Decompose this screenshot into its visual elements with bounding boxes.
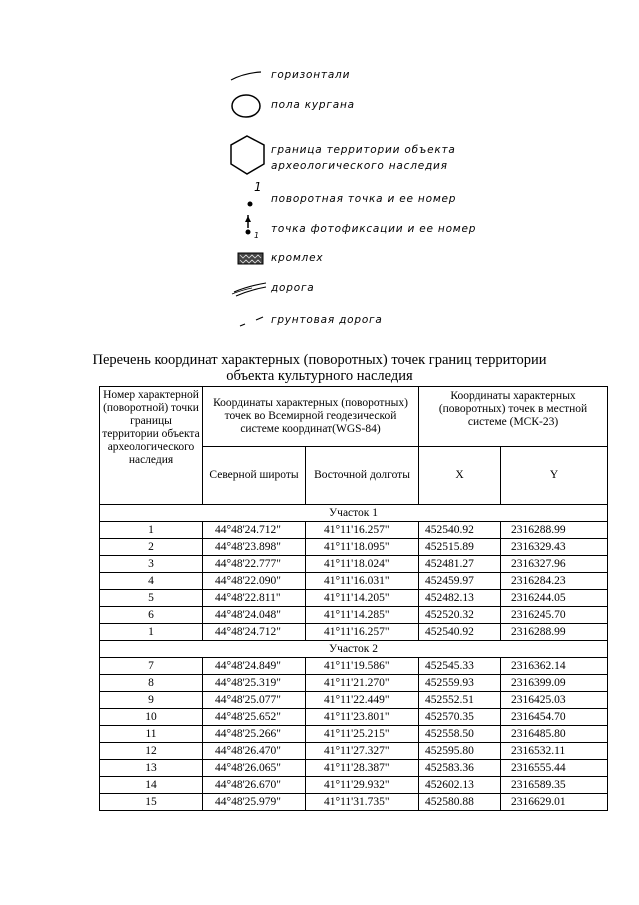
dirt-road-dashes-icon bbox=[228, 312, 268, 330]
table-row bbox=[100, 590, 608, 607]
table-row bbox=[100, 607, 608, 624]
photo-point-marker: 1 bbox=[254, 231, 260, 240]
y-cell: 2316532.11 bbox=[501, 743, 608, 760]
y-cell: 2316329.43 bbox=[501, 539, 608, 556]
section-row bbox=[100, 505, 608, 522]
x-cell: 452583.36 bbox=[419, 760, 501, 777]
point-number-cell: 4 bbox=[100, 573, 203, 590]
hexagon-boundary-icon bbox=[228, 134, 270, 178]
table-row bbox=[100, 624, 608, 641]
longitude-cell: 41°11'18.024" bbox=[306, 556, 419, 573]
section-row bbox=[100, 641, 608, 658]
longitude-cell: 41°11'23.801" bbox=[306, 709, 419, 726]
point-number-cell: 15 bbox=[100, 794, 203, 811]
longitude-cell: 41°11'25.215" bbox=[306, 726, 419, 743]
longitude-cell: 41°11'22.449" bbox=[306, 692, 419, 709]
table-row bbox=[100, 709, 608, 726]
point-number-cell: 14 bbox=[100, 777, 203, 794]
header-north-latitude: Северной широты bbox=[203, 447, 306, 505]
x-cell: 452602.13 bbox=[419, 777, 501, 794]
legend-label-mound: пола кургана bbox=[271, 99, 355, 111]
x-cell: 452459.97 bbox=[419, 573, 501, 590]
table-row bbox=[100, 539, 608, 556]
table-row bbox=[100, 522, 608, 539]
table-row bbox=[100, 794, 608, 811]
title-line-1: Перечень координат характерных (поворотных) точек границ территории bbox=[92, 352, 547, 368]
header-msk23: Координаты характерных (поворотных) точек в местной системе (МСК-23) bbox=[419, 387, 608, 447]
y-cell: 2316362.14 bbox=[501, 658, 608, 675]
longitude-cell: 41°11'14.205" bbox=[306, 590, 419, 607]
cromlech-hatch-icon bbox=[228, 252, 264, 266]
title-line-2: объекта культурного наследия bbox=[226, 368, 413, 384]
longitude-cell: 41°11'16.031" bbox=[306, 573, 419, 590]
y-cell: 2316399.09 bbox=[501, 675, 608, 692]
mound-ellipse-icon bbox=[228, 93, 268, 121]
longitude-cell: 41°11'14.285" bbox=[306, 607, 419, 624]
point-number-cell: 13 bbox=[100, 760, 203, 777]
longitude-cell: 41°11'31.735" bbox=[306, 794, 419, 811]
latitude-cell: 44°48'25.077" bbox=[203, 692, 306, 709]
latitude-cell: 44°48'25.319" bbox=[203, 675, 306, 692]
latitude-cell: 44°48'23.898" bbox=[203, 539, 306, 556]
longitude-cell: 41°11'29.932" bbox=[306, 777, 419, 794]
x-cell: 452552.51 bbox=[419, 692, 501, 709]
y-cell: 2316555.44 bbox=[501, 760, 608, 777]
header-east-longitude: Восточной долготы bbox=[306, 447, 419, 505]
latitude-cell: 44°48'25.652" bbox=[203, 709, 306, 726]
coordinates-table bbox=[99, 386, 608, 811]
x-cell: 452515.89 bbox=[419, 539, 501, 556]
x-cell: 452595.80 bbox=[419, 743, 501, 760]
x-cell: 452481.27 bbox=[419, 556, 501, 573]
road-lines-icon bbox=[228, 280, 268, 298]
x-cell: 452559.93 bbox=[419, 675, 501, 692]
point-number-cell: 11 bbox=[100, 726, 203, 743]
point-number-cell: 1 bbox=[100, 522, 203, 539]
legend-label-boundary-1: граница территории объекта bbox=[271, 144, 456, 156]
x-cell: 452570.35 bbox=[419, 709, 501, 726]
longitude-cell: 41°11'16.257" bbox=[306, 522, 419, 539]
header-y: Y bbox=[501, 447, 608, 505]
section-name: Участок 2 bbox=[100, 641, 608, 658]
contour-line-icon bbox=[228, 69, 264, 83]
table-row bbox=[100, 777, 608, 794]
y-cell: 2316245.70 bbox=[501, 607, 608, 624]
table-row bbox=[100, 573, 608, 590]
coordinates-list-title bbox=[0, 352, 639, 384]
point-number-cell: 10 bbox=[100, 709, 203, 726]
x-cell: 452540.92 bbox=[419, 624, 501, 641]
point-number-cell: 2 bbox=[100, 539, 203, 556]
header-point-number: Номер характерной (поворотной) точки границы территории объекта археологического наследия bbox=[100, 387, 203, 505]
legend-label-photo-point: точка фотофиксации и ее номер bbox=[271, 223, 477, 235]
table-row bbox=[100, 760, 608, 777]
x-cell: 452520.32 bbox=[419, 607, 501, 624]
point-number-cell: 1 bbox=[100, 624, 203, 641]
table-row bbox=[100, 556, 608, 573]
legend-label-boundary-2: археологического наследия bbox=[271, 160, 448, 172]
latitude-cell: 44°48'26.065" bbox=[203, 760, 306, 777]
latitude-cell: 44°48'24.048" bbox=[203, 607, 306, 624]
legend-label-dirt-road: грунтовая дорога bbox=[271, 314, 383, 326]
longitude-cell: 41°11'27.327" bbox=[306, 743, 419, 760]
latitude-cell: 44°48'22.090" bbox=[203, 573, 306, 590]
latitude-cell: 44°48'24.712" bbox=[203, 522, 306, 539]
longitude-cell: 41°11'28.387" bbox=[306, 760, 419, 777]
y-cell: 2316288.99 bbox=[501, 522, 608, 539]
table-row bbox=[100, 726, 608, 743]
x-cell: 452540.92 bbox=[419, 522, 501, 539]
point-number-cell: 8 bbox=[100, 675, 203, 692]
table-row bbox=[100, 743, 608, 760]
latitude-cell: 44°48'24.712" bbox=[203, 624, 306, 641]
header-wgs84: Координаты характерных (поворотных) точек во Всемирной геодезической системе координат(WGS-84) bbox=[203, 387, 419, 447]
x-cell: 452482.13 bbox=[419, 590, 501, 607]
y-cell: 2316327.96 bbox=[501, 556, 608, 573]
point-number-cell: 3 bbox=[100, 556, 203, 573]
x-cell: 452558.50 bbox=[419, 726, 501, 743]
point-number-cell: 5 bbox=[100, 590, 203, 607]
x-cell: 452580.88 bbox=[419, 794, 501, 811]
y-cell: 2316454.70 bbox=[501, 709, 608, 726]
x-cell: 452545.33 bbox=[419, 658, 501, 675]
latitude-cell: 44°48'22.777" bbox=[203, 556, 306, 573]
point-number-cell: 9 bbox=[100, 692, 203, 709]
latitude-cell: 44°48'24.849" bbox=[203, 658, 306, 675]
coordinates-table-body bbox=[100, 505, 608, 811]
legend-label-road: дорога bbox=[271, 282, 315, 294]
legend-label-contours: горизонтали bbox=[271, 69, 351, 81]
section-name: Участок 1 bbox=[100, 505, 608, 522]
longitude-cell: 41°11'16.257" bbox=[306, 624, 419, 641]
point-number-cell: 12 bbox=[100, 743, 203, 760]
latitude-cell: 44°48'22.811" bbox=[203, 590, 306, 607]
longitude-cell: 41°11'18.095" bbox=[306, 539, 419, 556]
latitude-cell: 44°48'25.266" bbox=[203, 726, 306, 743]
y-cell: 2316284.23 bbox=[501, 573, 608, 590]
point-number-cell: 6 bbox=[100, 607, 203, 624]
header-x: X bbox=[419, 447, 501, 505]
table-row bbox=[100, 658, 608, 675]
table-row bbox=[100, 692, 608, 709]
y-cell: 2316288.99 bbox=[501, 624, 608, 641]
y-cell: 2316425.03 bbox=[501, 692, 608, 709]
latitude-cell: 44°48'25.979" bbox=[203, 794, 306, 811]
latitude-cell: 44°48'26.670" bbox=[203, 777, 306, 794]
table-row bbox=[100, 675, 608, 692]
y-cell: 2316244.05 bbox=[501, 590, 608, 607]
point-number-cell: 7 bbox=[100, 658, 203, 675]
latitude-cell: 44°48'26.470" bbox=[203, 743, 306, 760]
legend-label-cromlech: кромлех bbox=[271, 252, 324, 264]
legend-label-turning-point: поворотная точка и ее номер bbox=[271, 193, 457, 205]
y-cell: 2316589.35 bbox=[501, 777, 608, 794]
longitude-cell: 41°11'21.270" bbox=[306, 675, 419, 692]
y-cell: 2316629.01 bbox=[501, 794, 608, 811]
y-cell: 2316485.80 bbox=[501, 726, 608, 743]
longitude-cell: 41°11'19.586" bbox=[306, 658, 419, 675]
turning-point-marker: 1 bbox=[254, 180, 263, 194]
